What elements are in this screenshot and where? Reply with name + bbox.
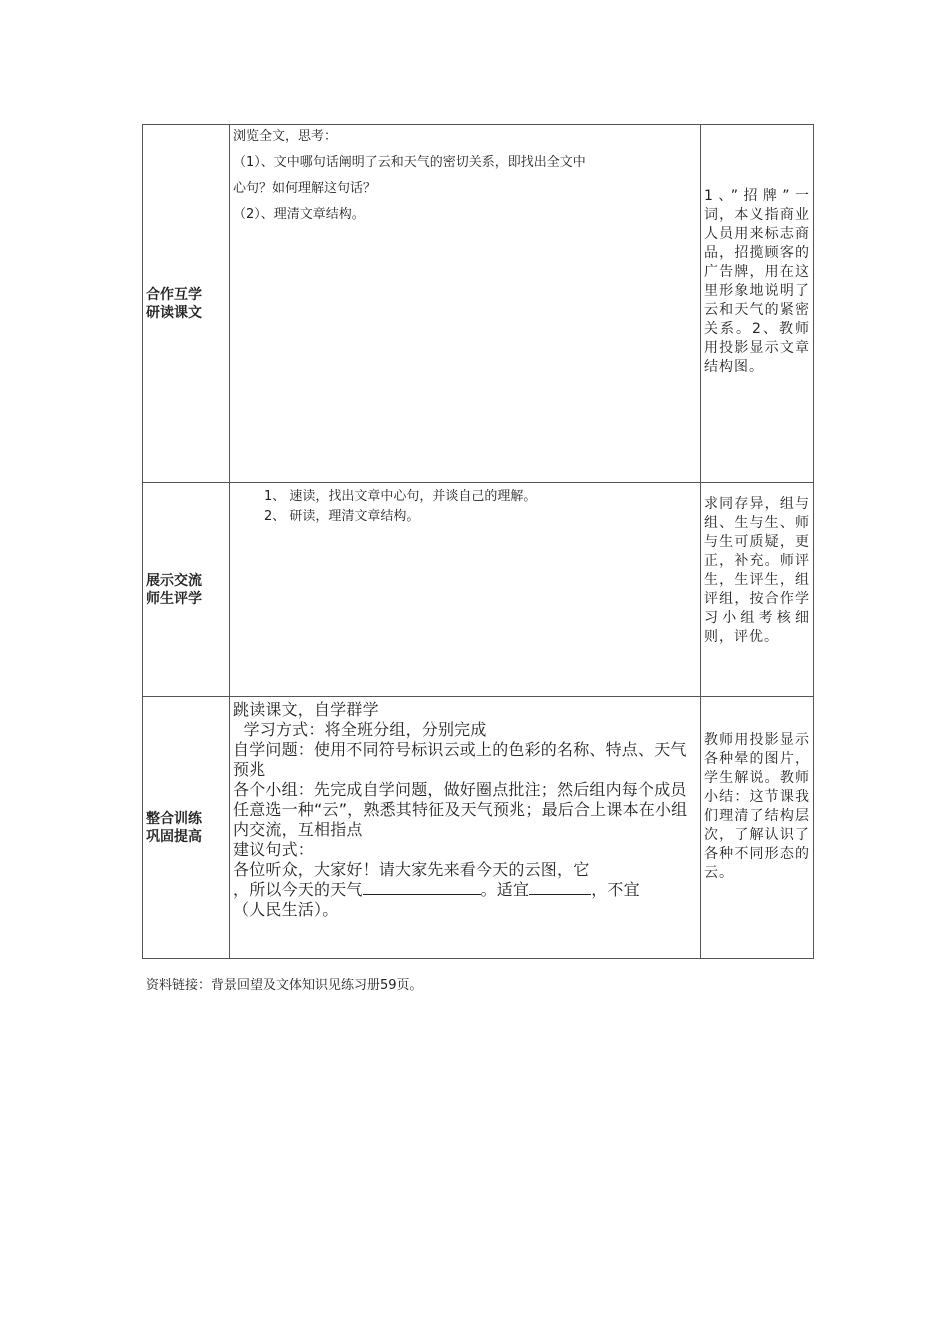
content-line: 跳读课文，自学群学	[233, 700, 379, 719]
section-content	[230, 483, 701, 697]
note-text: 求同存异，组与组、生与生、师与生可质疑，更正，补充。师评生，生评生，组评组，按合作学习小组考核细则，评优。	[704, 496, 810, 645]
content-line: （1）、文中哪句话阐明了云和天气的密切关系，即找出全文中	[233, 155, 586, 170]
section-label-line: 师生评学	[146, 590, 202, 607]
teacher-note	[701, 125, 814, 483]
section-label-line: 整合训练	[146, 810, 202, 827]
section-label-cooperative	[143, 125, 230, 483]
section-label-line: 巩固提高	[146, 828, 202, 845]
teacher-note	[701, 697, 814, 959]
table-row	[143, 483, 814, 697]
section-label-practice	[143, 697, 230, 959]
answer-blank[interactable]	[529, 880, 591, 895]
section-label-line: 合作互学	[146, 286, 202, 303]
sentence-part: 。适宜	[480, 880, 530, 899]
table-row	[143, 125, 814, 483]
answer-blank[interactable]	[363, 880, 481, 895]
lesson-plan-table	[142, 124, 814, 959]
section-label-line: 研读课文	[146, 304, 202, 321]
content-line: 建议句式：	[233, 840, 315, 859]
sentence-part: ，所以今天的天气	[233, 880, 363, 899]
content-line: 各个小组：先完成自学问题，做好圈点批注；然后组内每个成员任意选一种“云”，熟悉其特征及天气预兆；最后合上课本在小组内交流，互相指点	[233, 780, 688, 839]
content-line: （2）、理清文章结构。	[233, 207, 365, 222]
teacher-note	[701, 483, 814, 697]
content-line: （人民生活）。	[233, 900, 339, 919]
content-line: 心句？如何理解这句话？	[233, 181, 377, 196]
section-label-line: 展示交流	[146, 572, 202, 589]
resource-link-note: 资料链接：背景回望及文体知识见练习册59页。	[146, 978, 423, 993]
table-row	[143, 697, 814, 959]
section-content	[230, 125, 701, 483]
content-line: 自学问题：使用不同符号标识云或上的色彩的名称、特点、天气预兆	[233, 740, 687, 779]
fill-in-sentence	[233, 880, 700, 900]
sentence-part: ，不宜	[591, 880, 640, 899]
note-text: 教师用投影显示各种晕的图片，学生解说。教师小结：这节课我们理清了结构层次，了解认识了各种不同形态的云。	[704, 732, 810, 881]
list-item: 1、 速读，找出文章中心句，并谈自己的理解。	[264, 489, 537, 504]
section-content	[230, 697, 701, 959]
content-line: 各位听众，大家好！请大家先来看今天的云图，它	[233, 860, 590, 879]
note-text: 1、”招牌”一词，本义指商业人员用来标志商品，招揽顾客的广告牌，用在这里形象地说明了云和天气的紧密关系。2、教师用投影显示文章结构图。	[704, 188, 810, 375]
content-line: 学习方式：将全班分组，分别完成	[233, 720, 487, 739]
list-item: 2、 研读，理清文章结构。	[264, 509, 420, 524]
section-label-showcase	[143, 483, 230, 697]
content-line: 浏览全文，思考：	[233, 129, 338, 144]
